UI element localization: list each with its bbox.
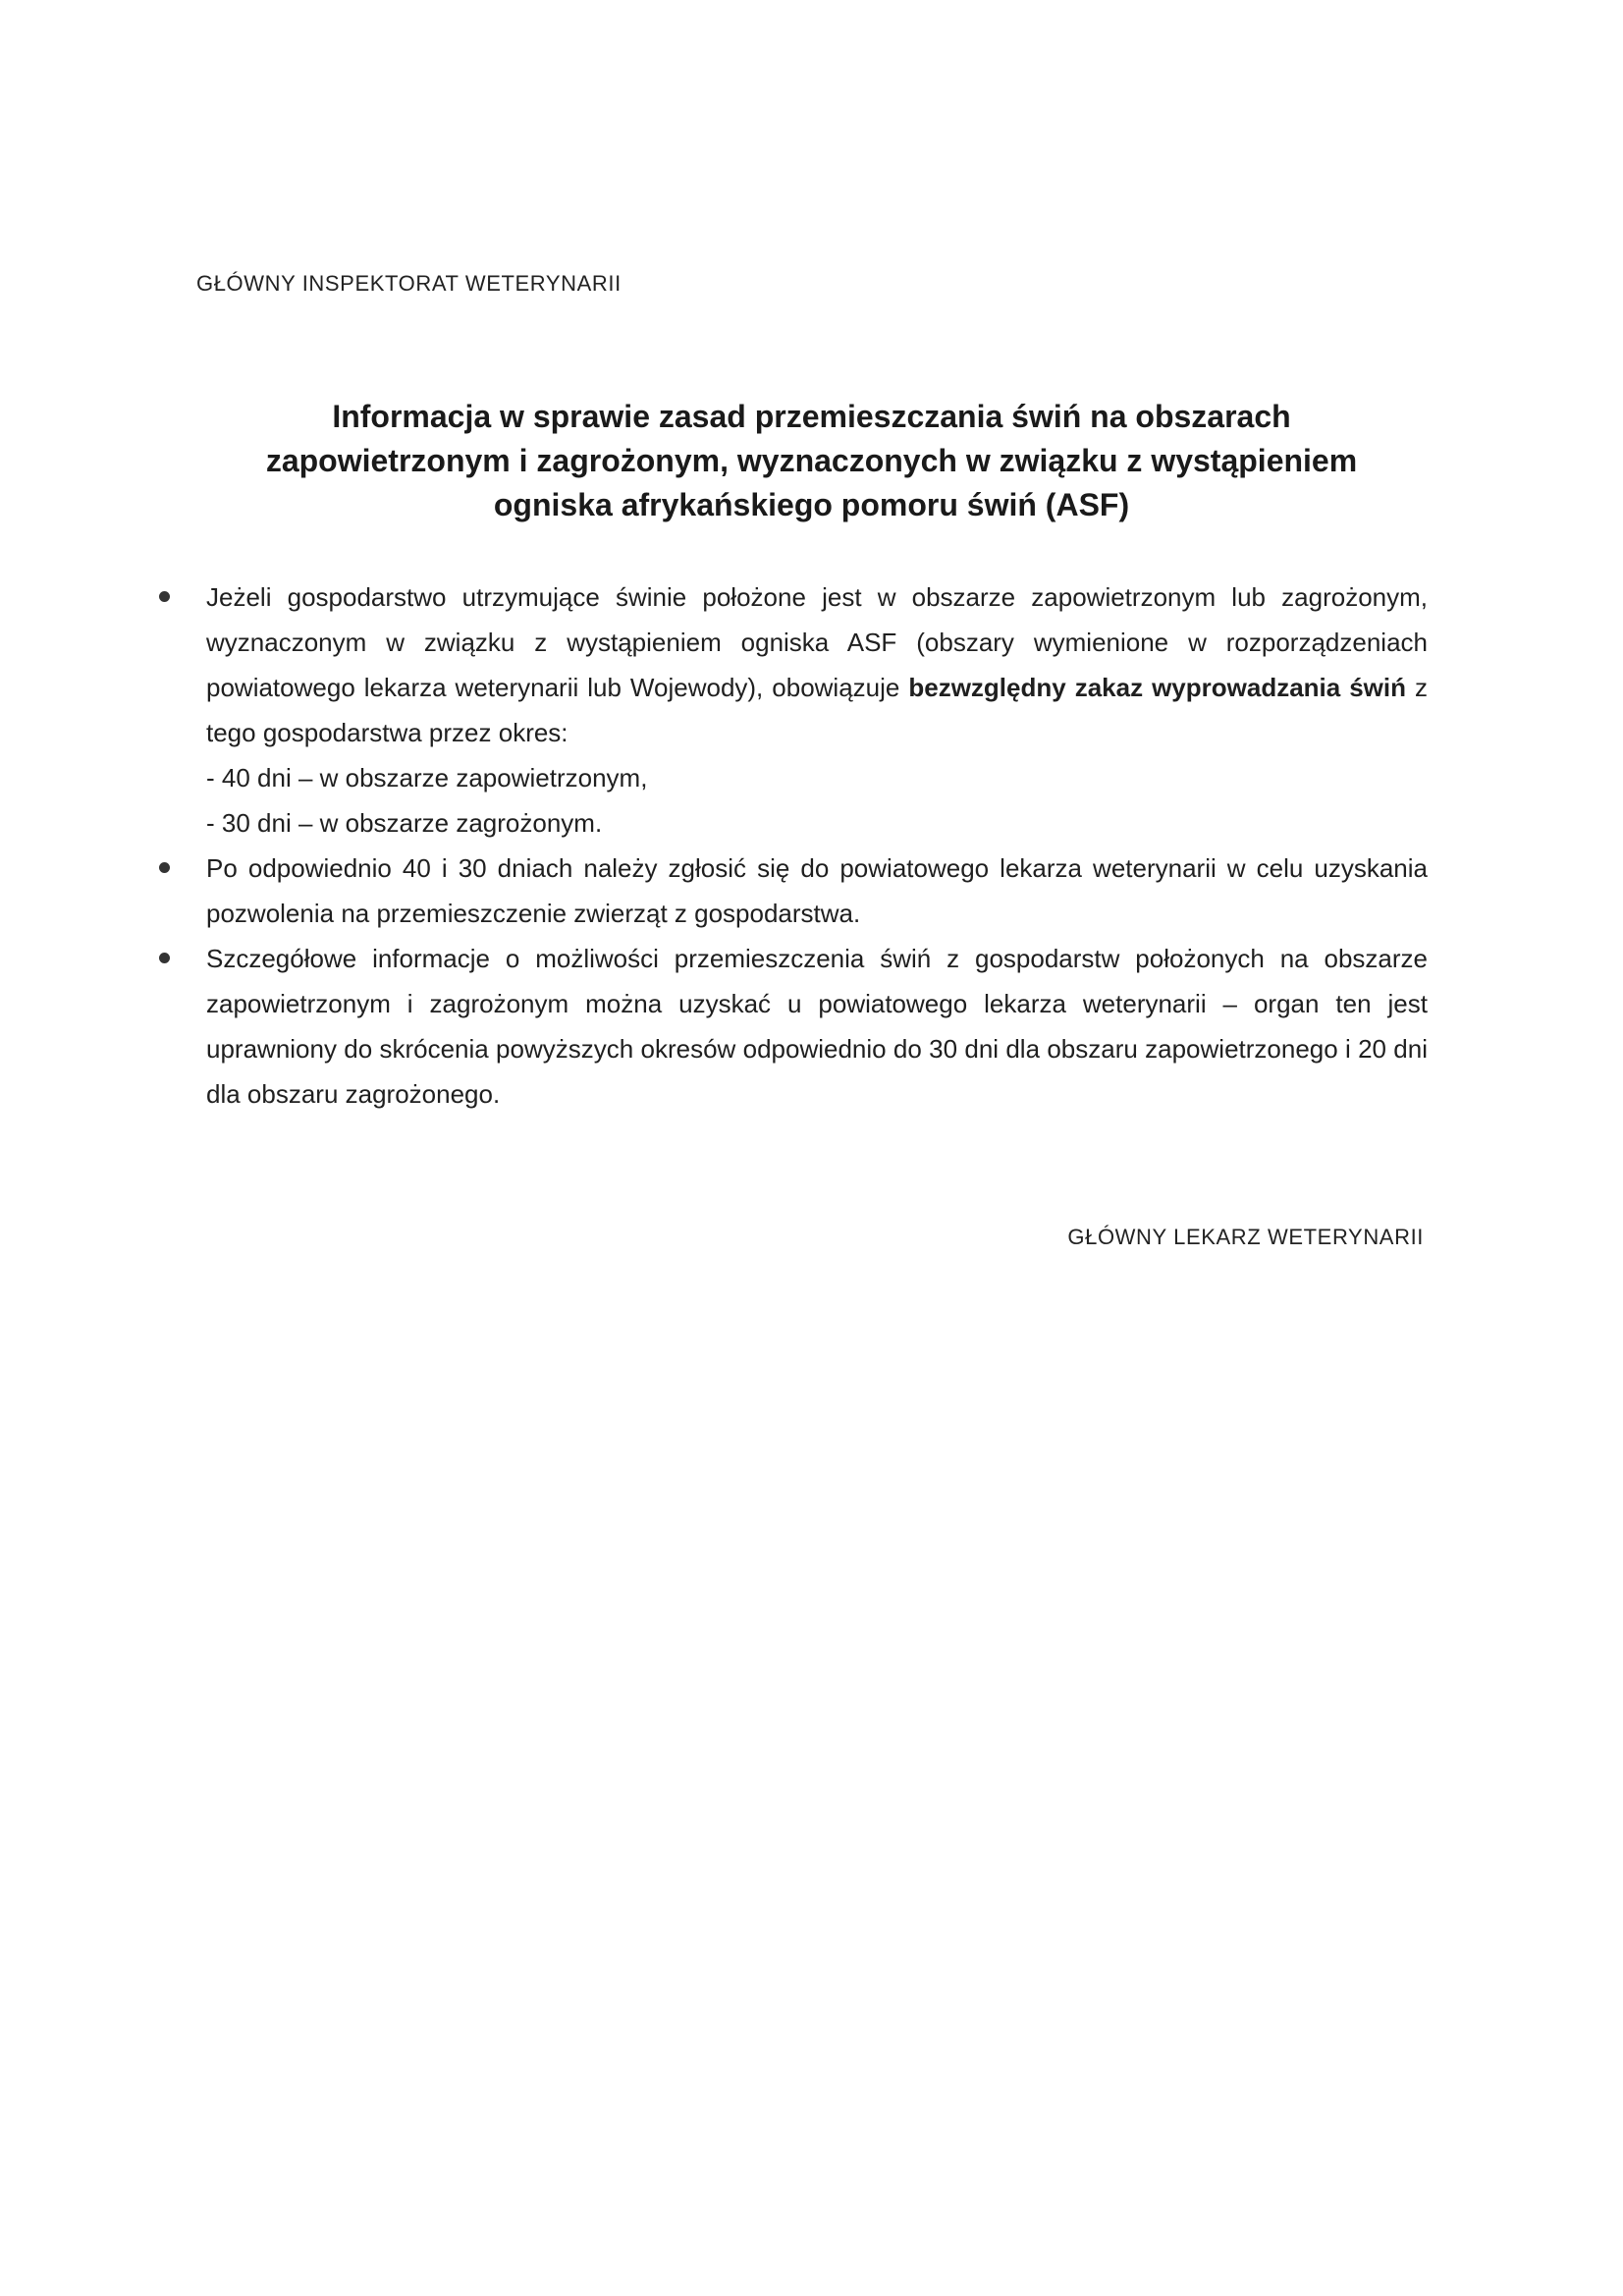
title-line-3: ogniska afrykańskiego pomoru świń (ASF) xyxy=(493,487,1130,522)
issuer-header: GŁÓWNY INSPEKTORAT WETERYNARII xyxy=(196,271,622,296)
bullet-icon xyxy=(159,591,170,602)
ban-text-bold: bezwzględny zakaz wyprowadzania świń xyxy=(908,673,1406,702)
list-item-text xyxy=(206,574,1428,755)
title-line-1: Informacja w sprawie zasad przemieszczania świń na obszarach xyxy=(332,399,1291,434)
list-item-permit xyxy=(206,846,1428,936)
list-item-text: Szczegółowe informacje o możliwości przemieszczenia świń z gospodarstw położonych na obszarze zapowietrzonym i zagrożonym można uzyskać u powiatowego lekarza weterynarii – organ ten jest uprawniony do skrócenia powyższych okresów odpowiednio do 30 dni dla obszaru zapowietrzonego i 20 dni dla obszaru zagrożonego. xyxy=(206,944,1428,1109)
ban-text-before: Jeżeli gospodarstwo utrzymujące świnie położone jest w obszarze zapowietrzonym lub zagrożonym, wyznaczonym w związku z wystąpieniem ogniska ASF (obszary wymienione w rozporządzeniach powiatowego lekarza weterynarii lub Wojewody), obowiązuje xyxy=(206,582,1428,702)
period-zapowietrzony: - 40 dni – w obszarze zapowietrzonym, xyxy=(206,763,648,793)
title-line-2: zapowietrzonym i zagrożonym, wyznaczonych w związku z wystąpieniem xyxy=(265,443,1358,478)
document-title xyxy=(196,395,1427,527)
ban-text-after: z tego gospodarstwa przez okres: xyxy=(206,673,1428,747)
signature-block: GŁÓWNY LEKARZ WETERYNARII xyxy=(1067,1225,1424,1249)
list-item-ban xyxy=(206,574,1428,846)
bullet-icon xyxy=(159,862,170,873)
list-item-details xyxy=(206,936,1428,1117)
bullet-list xyxy=(206,574,1428,1117)
period-zagrozony: - 30 dni – w obszarze zagrożonym. xyxy=(206,808,603,838)
list-item-text: Po odpowiednio 40 i 30 dniach należy zgłosić się do powiatowego lekarza weterynarii w celu uzyskania pozwolenia na przemieszczenie zwierząt z gospodarstwa. xyxy=(206,853,1428,928)
bullet-icon xyxy=(159,953,170,963)
